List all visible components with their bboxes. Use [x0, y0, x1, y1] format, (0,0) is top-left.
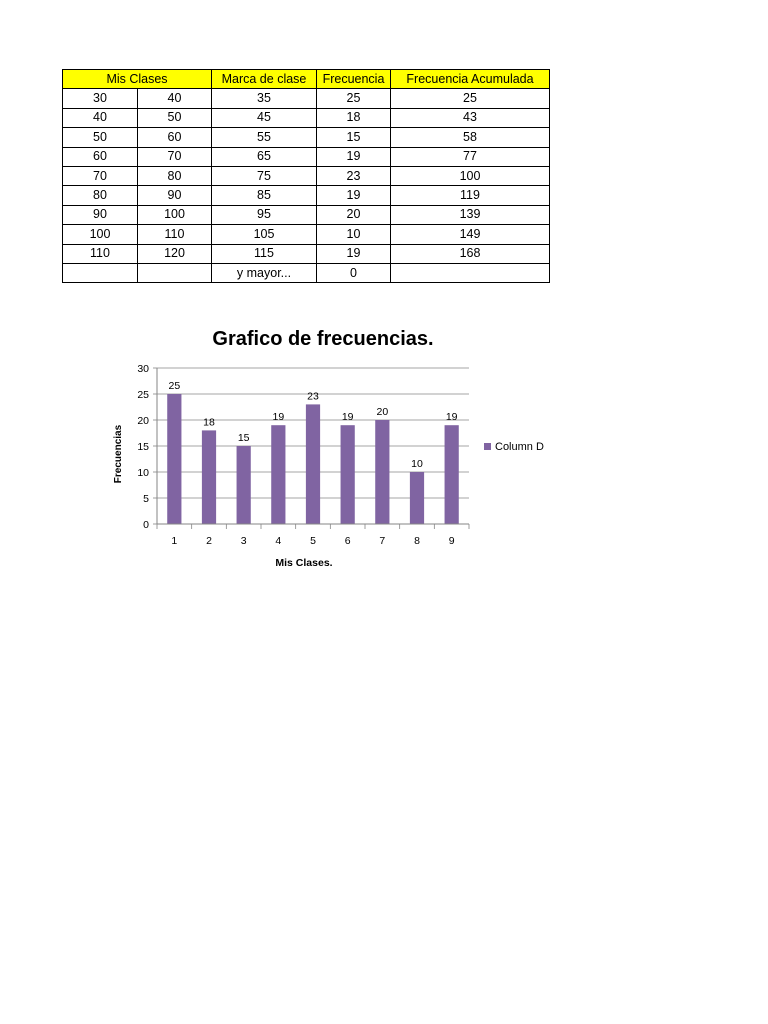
bar	[202, 430, 216, 524]
cell-frequency[interactable]: 19	[317, 244, 391, 263]
cell-lower[interactable]: 60	[63, 147, 138, 166]
y-axis-ticks	[137, 363, 157, 531]
header-cumulative-frequency[interactable]: Frecuencia Acumulada	[391, 70, 550, 89]
cell-upper[interactable]: 100	[138, 205, 212, 224]
cell-lower[interactable]: 40	[63, 108, 138, 127]
cell-mark[interactable]: 45	[212, 108, 317, 127]
cell-cumulative[interactable]: 139	[391, 205, 550, 224]
y-tick-label: 5	[143, 493, 149, 505]
bar	[341, 425, 355, 524]
table-row	[63, 244, 550, 263]
data-label: 20	[376, 406, 389, 418]
table-row	[63, 225, 550, 244]
cell-mark[interactable]: 115	[212, 244, 317, 263]
bar	[237, 446, 251, 524]
table-row	[63, 89, 550, 108]
cell-lower[interactable]: 50	[63, 128, 138, 147]
cell-frequency[interactable]: 25	[317, 89, 391, 108]
cell-mark[interactable]: 95	[212, 205, 317, 224]
cell-upper[interactable]: 90	[138, 186, 212, 205]
cell-mark[interactable]: 105	[212, 225, 317, 244]
cell-cumulative[interactable]: 58	[391, 128, 550, 147]
cell-upper[interactable]: 60	[138, 128, 212, 147]
table-row	[63, 263, 550, 282]
header-classes[interactable]: Mis Clases	[63, 70, 212, 89]
cell-cumulative[interactable]: 25	[391, 89, 550, 108]
chart-title: Grafico de frecuencias.	[212, 328, 434, 350]
cell-cumulative[interactable]: 168	[391, 244, 550, 263]
bar	[375, 420, 389, 524]
bar	[271, 425, 285, 524]
x-axis-ticks	[157, 524, 469, 547]
data-label: 18	[203, 416, 215, 429]
cell-frequency[interactable]: 18	[317, 108, 391, 127]
cell-lower[interactable]: 110	[63, 244, 138, 263]
table-row	[63, 166, 550, 185]
y-tick-label: 10	[137, 467, 149, 479]
cell-mark[interactable]: 55	[212, 128, 317, 147]
data-label: 23	[307, 390, 319, 403]
x-tick-label: 4	[275, 535, 282, 547]
cell-upper[interactable]: 120	[138, 244, 212, 263]
y-tick-label: 30	[137, 363, 149, 375]
data-label: 10	[411, 458, 423, 470]
table-row	[63, 128, 550, 147]
header-frequency[interactable]: Frecuencia	[317, 70, 391, 89]
cell-mark[interactable]: 35	[212, 89, 317, 108]
cell-lower[interactable]: 70	[63, 166, 138, 185]
data-label: 19	[272, 411, 285, 424]
table-header-row	[63, 70, 550, 89]
bar	[167, 394, 181, 524]
cell-lower[interactable]: 100	[63, 225, 138, 244]
x-tick-label: 5	[310, 535, 316, 547]
data-label: 19	[341, 411, 354, 424]
cell-frequency[interactable]: 20	[317, 205, 391, 224]
table-row	[63, 147, 550, 166]
cell-lower[interactable]	[63, 263, 138, 282]
cell-cumulative[interactable]	[391, 263, 550, 282]
y-axis-label: Frecuencias	[113, 424, 124, 484]
legend[interactable]	[484, 441, 544, 453]
y-tick-label: 0	[143, 519, 149, 531]
cell-lower[interactable]: 80	[63, 186, 138, 205]
cell-mark[interactable]: 65	[212, 147, 317, 166]
cell-frequency[interactable]: 19	[317, 147, 391, 166]
bar	[306, 404, 320, 524]
cell-lower[interactable]: 90	[63, 205, 138, 224]
table-row	[63, 205, 550, 224]
frequency-chart[interactable]	[0, 315, 768, 585]
x-tick-label: 2	[206, 535, 212, 547]
x-tick-label: 1	[171, 535, 178, 547]
data-label: 15	[237, 432, 250, 444]
cell-mark[interactable]: 75	[212, 166, 317, 185]
cell-mark[interactable]: 85	[212, 186, 317, 205]
cell-cumulative[interactable]: 100	[391, 166, 550, 185]
cell-cumulative[interactable]: 119	[391, 186, 550, 205]
cell-frequency[interactable]: 0	[317, 263, 391, 282]
frequency-table	[62, 69, 550, 283]
x-tick-label: 3	[240, 535, 247, 547]
data-label: 25	[168, 380, 181, 392]
cell-upper[interactable]	[138, 263, 212, 282]
table-row	[63, 186, 550, 205]
chart-canvas	[0, 315, 768, 585]
cell-upper[interactable]: 70	[138, 147, 212, 166]
cell-upper[interactable]: 40	[138, 89, 212, 108]
legend-swatch	[484, 443, 491, 450]
cell-frequency[interactable]: 19	[317, 186, 391, 205]
table-row	[63, 108, 550, 127]
x-axis-label: Mis Clases.	[275, 557, 333, 569]
x-tick-label: 7	[379, 535, 386, 547]
cell-upper[interactable]: 110	[138, 225, 212, 244]
bar	[445, 425, 459, 524]
cell-frequency[interactable]: 10	[317, 225, 391, 244]
cell-mark[interactable]: y mayor...	[212, 263, 317, 282]
cell-upper[interactable]: 80	[138, 166, 212, 185]
x-tick-label: 8	[414, 535, 420, 547]
cell-frequency[interactable]: 15	[317, 128, 391, 147]
legend-label: Column D	[495, 441, 544, 453]
data-label: 19	[445, 411, 458, 424]
y-tick-label: 20	[137, 415, 149, 427]
x-tick-label: 6	[344, 535, 351, 547]
cell-upper[interactable]: 50	[138, 108, 212, 127]
cell-cumulative[interactable]: 77	[391, 147, 550, 166]
x-tick-label: 9	[448, 535, 455, 547]
header-class-mark[interactable]: Marca de clase	[212, 70, 317, 89]
cell-lower[interactable]: 30	[63, 89, 138, 108]
cell-frequency[interactable]: 23	[317, 166, 391, 185]
cell-cumulative[interactable]: 43	[391, 108, 550, 127]
y-tick-label: 15	[137, 441, 149, 453]
cell-cumulative[interactable]: 149	[391, 225, 550, 244]
y-tick-label: 25	[137, 389, 149, 401]
bar	[410, 472, 424, 524]
